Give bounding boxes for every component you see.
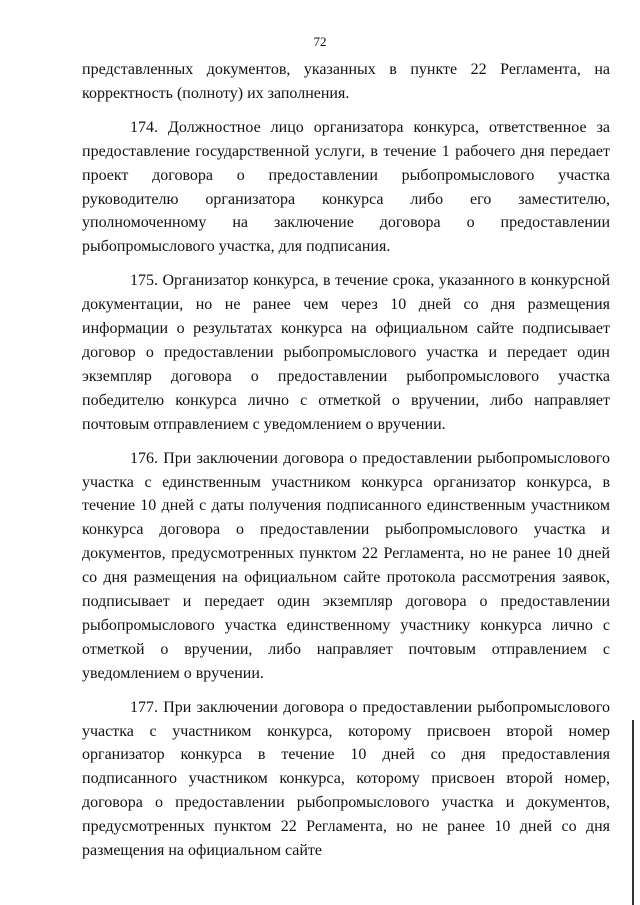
scan-edge-line (632, 720, 634, 905)
paragraph-176: 176. При заключении договора о предоставлении рыбопромыслового участка с единственным участником конкурса организатор конкурса, в течение 10 дней с даты получения подписанного единственным участником конкурса договора о предоставлении рыбопромыслового участка и документов, предусмотренных пунктом 22 Регламента, но не ранее 10 дней со дня размещения на официальном сайте протокола рассмотрения заявок, подписывает и передает один экземпляр договора о предоставлении рыбопромыслового участка единственному участнику конкурса лично с отметкой о вручении, либо направляет почтовым отправлением с уведомлением о вручении. (82, 449, 610, 682)
page-number: 72 (313, 34, 327, 49)
paragraph-174: 174. Должностное лицо организатора конкурса, ответственное за предоставление государственной услуги, в течение 1 рабочего дня передает проект договора о предоставлении рыбопромыслового участка руководителю организатора конкурса либо его заместителю, уполномоченному на заключение договора о предоставлении рыбопромыслового участка, для подписания. (82, 118, 610, 256)
paragraph-continuation: представленных документов, указанных в пункте 22 Регламента, на корректность (полноту) их заполнения. (82, 61, 610, 102)
paragraph-177: 177. При заключении договора о предоставлении рыбопромыслового участка с участником конкурса, которому присвоен второй номер организатор конкурса в течение 10 дней со дня предоставления подписанного участником конкурса, которому присвоен второй номер, договора о предоставлении рыбопромыслового участка и документов, предусмотренных пунктом 22 Регламента, но не ранее 10 дней со дня размещения на официальном сайте (82, 698, 610, 860)
paragraph-175: 175. Организатор конкурса, в течение срока, указанного в конкурсной документации, но не ранее чем через 10 дней со дня размещения информации о результатах конкурса на официальном сайте подписывает договор о предоставлении рыбопромыслового участка и передает один экземпляр договора о предоставлении рыбопромыслового участка победителю конкурса лично с отметкой о вручении, либо направляет почтовым отправлением с уведомлением о вручении. (82, 272, 610, 433)
document-body (82, 58, 610, 873)
